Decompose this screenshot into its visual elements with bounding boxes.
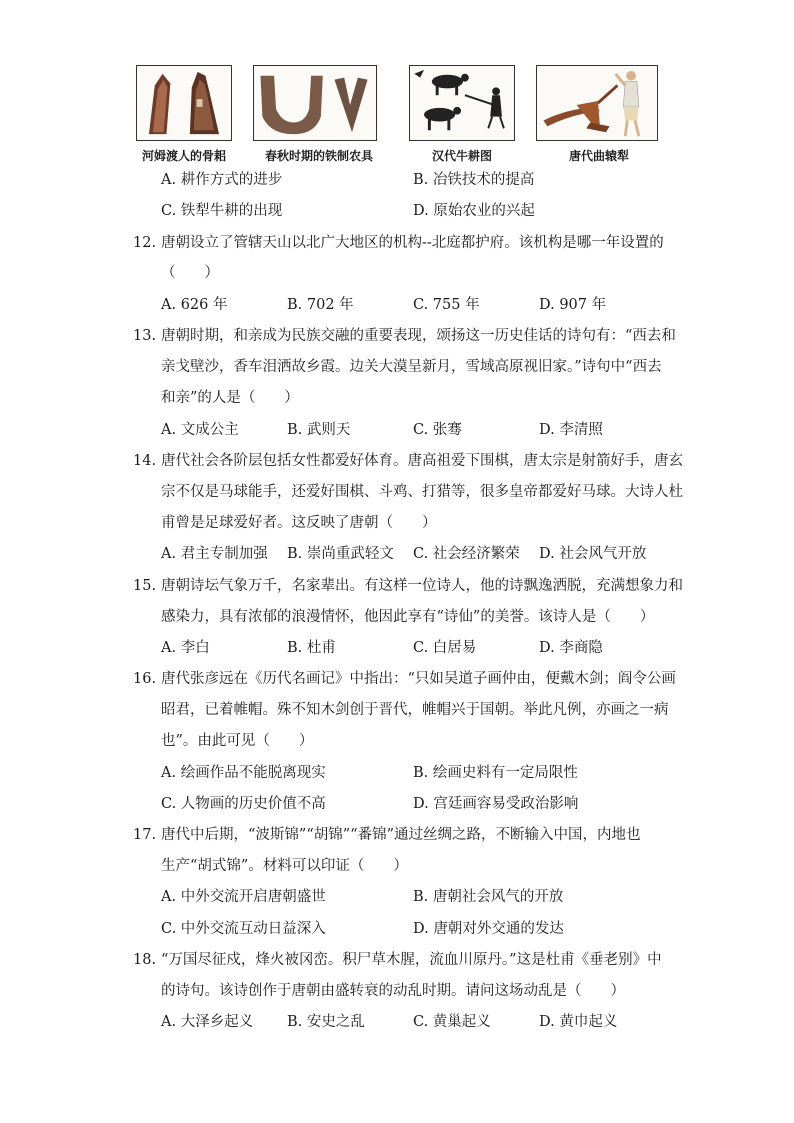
q13-text-line-3: 和亲”的人是（ ） <box>161 390 299 406</box>
q11-option-a[interactable]: A. 耕作方式的进步 <box>161 172 283 188</box>
q18-number: 18. <box>133 952 157 968</box>
q15-number: 15. <box>133 578 157 594</box>
q12-option-b[interactable]: B. 702 年 <box>287 297 354 313</box>
q16-text-line-3: 也”。由此可见（ ） <box>161 733 314 749</box>
figure-caption-1: 河姆渡人的骨耜 <box>141 149 226 163</box>
q16-number: 16. <box>133 671 157 687</box>
q13-number: 13. <box>133 328 157 344</box>
q18-option-a[interactable]: A. 大泽乡起义 <box>161 1014 254 1030</box>
q16-text-line-2: 昭君，已着帷帽。殊不知木剑创于晋代，帷帽兴于国朝。举此凡例，亦画之一病 <box>161 702 669 718</box>
q15-option-b[interactable]: B. 杜甫 <box>287 640 336 656</box>
figure-caption-4: 唐代曲辕犁 <box>568 149 629 163</box>
iron-tool-icon <box>253 65 377 141</box>
q12-option-d[interactable]: D. 907 年 <box>539 297 607 313</box>
q14-text-line-3: 甫曾是足球爱好者。这反映了唐朝（ ） <box>161 515 437 531</box>
q14-number: 14. <box>133 453 157 469</box>
q17-option-b[interactable]: B. 唐朝社会风气的开放 <box>413 889 564 905</box>
q15-text-line-1: 唐朝诗坛气象万千，名家辈出。有这样一位诗人，他的诗飘逸洒脱，充满想象力和 <box>161 578 683 594</box>
q13-text-line-2: 亲戈壁沙，香车泪洒故乡霞。边关大漠呈新月，雪域高原视旧家。”诗句中“西去 <box>161 359 662 375</box>
q15-option-a[interactable]: A. 李白 <box>161 640 210 656</box>
q14-option-c[interactable]: C. 社会经济繁荣 <box>413 546 520 562</box>
q18-option-d[interactable]: D. 黄巾起义 <box>539 1014 618 1030</box>
q12-text-line-2: （ ） <box>161 265 219 281</box>
q15-option-c[interactable]: C. 白居易 <box>413 640 477 656</box>
q15-option-d[interactable]: D. 李商隐 <box>539 640 603 656</box>
q17-number: 17. <box>133 827 157 843</box>
q12-text-line-1: 唐朝设立了管辖天山以北广大地区的机构--北庭都护府。该机构是哪一年设置的 <box>161 235 664 251</box>
ox-plough-icon <box>409 65 515 141</box>
q18-option-c[interactable]: C. 黄巢起义 <box>413 1014 491 1030</box>
q13-option-a[interactable]: A. 文成公主 <box>161 422 239 438</box>
q14-option-d[interactable]: D. 社会风气开放 <box>539 546 647 562</box>
q14-option-b[interactable]: B. 崇尚重武轻文 <box>287 546 394 562</box>
q18-text-line-1: “万国尽征戍，烽火被冈峦。积尸草木腥，流血川原丹。”这是杜甫《垂老别》中 <box>161 952 662 968</box>
q16-option-c[interactable]: C. 人物画的历史价值不高 <box>161 796 326 812</box>
q16-option-b[interactable]: B. 绘画史料有一定局限性 <box>413 765 578 781</box>
q17-text-line-2: 生产“胡式锦”。材料可以印证（ ） <box>161 858 408 874</box>
q15-text-line-2: 感染力，具有浓郁的浪漫情怀，他因此享有“诗仙”的美誉。该诗人是（ ） <box>161 609 655 625</box>
q12-option-c[interactable]: C. 755 年 <box>413 297 480 313</box>
q17-option-c[interactable]: C. 中外交流互动日益深入 <box>161 921 326 937</box>
q16-option-d[interactable]: D. 宫廷画容易受政治影响 <box>413 796 579 812</box>
q18-option-b[interactable]: B. 安史之乱 <box>287 1014 365 1030</box>
q16-option-a[interactable]: A. 绘画作品不能脱离现实 <box>161 765 326 781</box>
q13-option-c[interactable]: C. 张骞 <box>413 422 462 438</box>
q13-option-d[interactable]: D. 李清照 <box>539 422 603 438</box>
q17-option-d[interactable]: D. 唐朝对外交通的发达 <box>413 921 564 937</box>
q14-option-a[interactable]: A. 君主专制加强 <box>161 546 268 562</box>
q14-text-line-1: 唐代社会各阶层包括女性都爱好体育。唐高祖爱下围棋，唐太宗是射箭好手，唐玄 <box>161 453 683 469</box>
q11-option-d[interactable]: D. 原始农业的兴起 <box>413 203 535 219</box>
figure-caption-2: 春秋时期的铁制农具 <box>264 149 373 163</box>
q12-option-a[interactable]: A. 626 年 <box>161 297 228 313</box>
figure-caption-3: 汉代牛耕图 <box>431 149 492 163</box>
figure-row <box>136 65 660 165</box>
q17-option-a[interactable]: A. 中外交流开启唐朝盛世 <box>161 889 326 905</box>
q12-number: 12. <box>133 235 157 251</box>
q11-option-c[interactable]: C. 铁犁牛耕的出现 <box>161 203 283 219</box>
q17-text-line-1: 唐代中后期，“波斯锦”“胡锦”“番锦”通过丝绸之路，不断输入中国，内地也 <box>161 827 641 843</box>
q11-option-b[interactable]: B. 冶铁技术的提高 <box>413 172 535 188</box>
bone-spade-icon <box>136 65 232 141</box>
q13-text-line-1: 唐朝时期，和亲成为民族交融的重要表现，颂扬这一历史佳话的诗句有：“西去和 <box>161 328 676 344</box>
q14-text-line-2: 宗不仅是马球能手，还爱好围棋、斗鸡、打猎等，很多皇帝都爱好马球。大诗人杜 <box>161 484 683 500</box>
q18-text-line-2: 的诗句。该诗创作于唐朝由盛转衰的动乱时期。请问这场动乱是（ ） <box>161 983 625 999</box>
q13-option-b[interactable]: B. 武则天 <box>287 422 351 438</box>
q16-text-line-1: 唐代张彦远在《历代名画记》中指出：“只如吴道子画仲由，便戴木剑；阎令公画 <box>161 671 676 687</box>
curved-plough-icon <box>536 65 658 141</box>
